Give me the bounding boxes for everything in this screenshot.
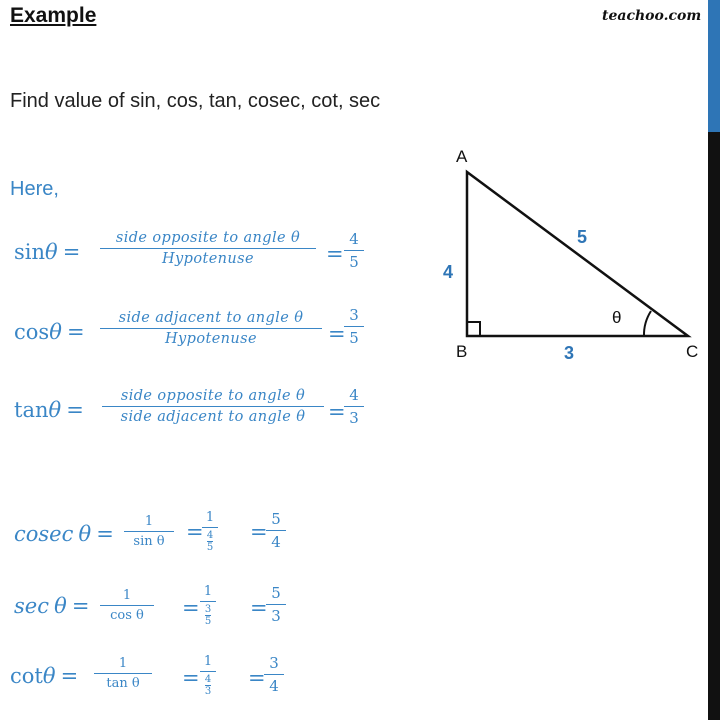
brand-logo: teachoo.com	[602, 8, 702, 24]
fraction-numerator: 5	[271, 510, 281, 528]
right-triangle-diagram	[440, 140, 708, 370]
fraction-denominator: cos θ	[100, 605, 154, 623]
fraction-numerator: 1	[203, 654, 213, 669]
fraction-denominator	[200, 601, 216, 628]
vertex-label-a: A	[456, 147, 468, 166]
cos-definition-fraction	[100, 310, 322, 347]
equals-sign: =	[250, 596, 268, 620]
vertex-label-c: C	[686, 342, 699, 361]
right-angle-marker	[467, 322, 480, 336]
side-label-ab: 4	[443, 262, 454, 282]
sec-nested-fraction	[200, 584, 216, 628]
fraction-denominator	[202, 527, 218, 554]
fn-name: cos	[14, 320, 50, 344]
sec-reciprocal-fraction	[100, 588, 154, 623]
cot-lhs	[10, 664, 78, 688]
fn-name: sin	[14, 240, 46, 264]
fraction-denominator: 5	[344, 250, 364, 271]
theta-symbol: θ	[78, 522, 92, 546]
inner-fraction	[205, 604, 211, 627]
angle-arc	[644, 311, 651, 336]
fraction-numerator: 1	[205, 510, 215, 525]
equals-sign: =	[66, 398, 84, 422]
equals-sign: =	[66, 320, 85, 344]
fraction-denominator: 4	[266, 530, 286, 551]
cot-nested-fraction	[200, 654, 216, 698]
fraction-denominator: 5	[344, 326, 364, 347]
right-edge-accent	[708, 0, 720, 132]
fraction-denominator	[200, 671, 216, 698]
fraction-denominator: Hypotenuse	[100, 328, 322, 347]
fraction-numerator: 1	[144, 514, 154, 529]
sin-definition-fraction	[100, 230, 316, 267]
equals-sign: =	[182, 666, 200, 690]
cosec-reciprocal-fraction	[124, 514, 174, 549]
fraction-numerator: 1	[122, 588, 132, 603]
equals-sign: =	[328, 322, 346, 346]
inner-denominator: 5	[204, 616, 212, 627]
theta-symbol: θ	[45, 240, 58, 264]
equals-sign: =	[250, 520, 268, 544]
sec-value-fraction	[266, 584, 286, 625]
sec-lhs	[14, 594, 89, 618]
vertex-label-b: B	[456, 342, 468, 361]
here-label: Here,	[10, 178, 59, 200]
tan-lhs	[14, 398, 84, 422]
fraction-denominator: 3	[344, 406, 364, 427]
fraction-denominator: tan θ	[94, 673, 152, 691]
inner-fraction	[207, 530, 213, 553]
question-text: Find value of sin, cos, tan, cosec, cot, sec	[10, 90, 381, 112]
fraction-numerator: side opposite to angle θ	[120, 388, 306, 404]
inner-denominator: 5	[206, 542, 214, 553]
cos-value-fraction	[344, 306, 364, 347]
inner-fraction	[205, 674, 211, 697]
fraction-denominator: Hypotenuse	[100, 248, 316, 267]
example-heading: Example	[10, 4, 97, 27]
cosec-nested-fraction	[202, 510, 218, 554]
tan-definition-fraction	[102, 388, 324, 425]
theta-symbol: θ	[42, 664, 56, 688]
cos-lhs	[14, 320, 85, 344]
sin-lhs	[14, 240, 80, 264]
equals-sign: =	[328, 400, 346, 424]
fraction-numerator: 1	[118, 656, 128, 671]
fraction-numerator: 4	[349, 386, 359, 404]
fraction-numerator: 3	[349, 306, 359, 324]
fraction-denominator: side adjacent to angle θ	[102, 406, 324, 425]
cosec-lhs	[14, 522, 114, 546]
equals-sign: =	[62, 240, 81, 264]
fn-name: cot	[10, 664, 43, 688]
fraction-numerator: 4	[349, 230, 359, 248]
equals-sign: =	[182, 596, 200, 620]
fraction-denominator: 3	[266, 604, 286, 625]
fraction-numerator: side opposite to angle θ	[115, 230, 301, 246]
fraction-denominator: sin θ	[124, 531, 174, 549]
equals-sign: =	[326, 242, 344, 266]
fn-name: cosec	[14, 522, 74, 546]
cot-value-fraction	[264, 654, 284, 695]
inner-denominator: 3	[204, 686, 212, 697]
inner-numerator: 3	[204, 604, 212, 615]
sin-value-fraction	[344, 230, 364, 271]
equals-sign: =	[60, 664, 79, 688]
equals-sign: =	[96, 522, 114, 546]
inner-numerator: 4	[204, 674, 212, 685]
fraction-denominator: 4	[264, 674, 284, 695]
angle-label-theta: θ	[612, 308, 622, 327]
tan-value-fraction	[344, 386, 364, 427]
equals-sign: =	[248, 666, 266, 690]
theta-symbol: θ	[54, 594, 67, 618]
inner-numerator: 4	[206, 530, 214, 541]
side-label-bc: 3	[564, 343, 575, 363]
theta-symbol: θ	[49, 320, 62, 344]
fraction-numerator: 3	[269, 654, 279, 672]
cosec-value-fraction	[266, 510, 286, 551]
cot-reciprocal-fraction	[94, 656, 152, 691]
fn-name: sec	[14, 594, 49, 618]
triangle-outline	[467, 172, 688, 336]
fraction-numerator: 5	[271, 584, 281, 602]
side-label-ac: 5	[577, 227, 588, 247]
fraction-numerator: 1	[203, 584, 213, 599]
fn-name: tan	[14, 398, 49, 422]
theta-symbol: θ	[48, 398, 62, 422]
equals-sign: =	[186, 520, 204, 544]
fraction-numerator: side adjacent to angle θ	[118, 310, 304, 326]
equals-sign: =	[71, 594, 90, 618]
